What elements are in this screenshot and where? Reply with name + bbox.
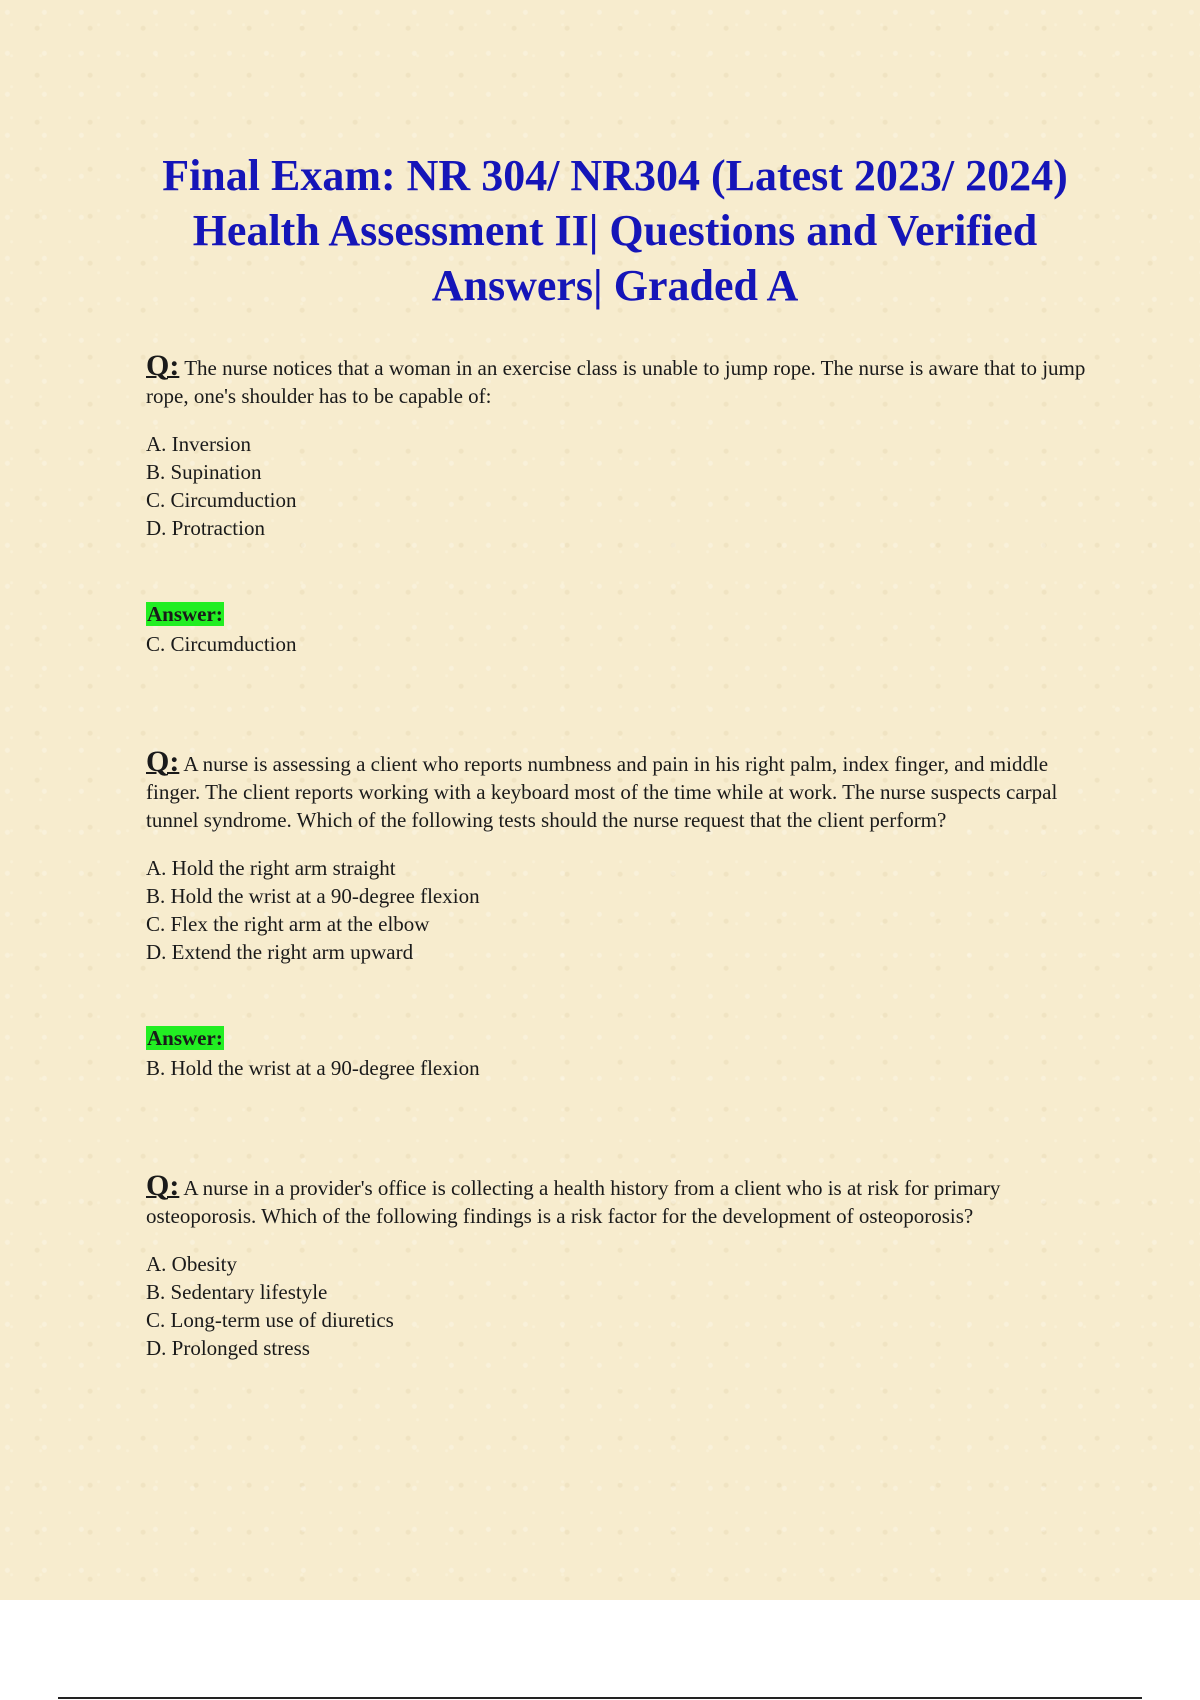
question-2-options <box>146 854 1086 966</box>
option-b: B. Sedentary lifestyle <box>146 1280 328 1304</box>
question-2 <box>146 745 1086 1082</box>
option-b: B. Supination <box>146 460 262 484</box>
answer-text: B. Hold the wrist at a 90-degree flexion <box>146 1056 480 1080</box>
question-label: Q: <box>146 745 180 778</box>
option-d: D. Protraction <box>146 516 265 540</box>
document-content <box>146 349 1086 1362</box>
footer-divider <box>58 1697 1142 1699</box>
question-3-text-block <box>146 1169 1086 1230</box>
option-c: C. Long-term use of diuretics <box>146 1308 394 1332</box>
question-3 <box>146 1169 1086 1362</box>
option-a: A. Hold the right arm straight <box>146 856 396 880</box>
question-label: Q: <box>146 1169 180 1202</box>
option-b: B. Hold the wrist at a 90-degree flexion <box>146 884 480 908</box>
question-3-options <box>146 1250 1086 1362</box>
question-1-options <box>146 430 1086 542</box>
question-1-text-block <box>146 349 1086 410</box>
question-2-text-block <box>146 745 1086 834</box>
option-c: C. Circumduction <box>146 488 297 512</box>
document-title: Final Exam: NR 304/ NR304 (Latest 2023/ 2024) Health Assessment II| Questions and Verified Answers| Graded A <box>162 151 1068 310</box>
option-d: D. Extend the right arm upward <box>146 940 414 964</box>
option-a: A. Obesity <box>146 1252 237 1276</box>
question-1-answer <box>146 600 1086 658</box>
question-1-text: The nurse notices that a woman in an exercise class is unable to jump rope. The nurse is aware that to jump rope, one's shoulder has to be capable of: <box>146 356 1086 408</box>
option-a: A. Inversion <box>146 432 251 456</box>
option-d: D. Prolonged stress <box>146 1336 310 1360</box>
question-3-text: A nurse in a provider's office is collecting a health history from a client who is at risk for primary osteoporosis. Which of the following findings is a risk factor for the development of osteoporosis? <box>146 1176 1001 1228</box>
answer-label: Answer: <box>147 1026 223 1050</box>
option-c: C. Flex the right arm at the elbow <box>146 912 430 936</box>
question-2-answer <box>146 1024 1086 1082</box>
question-label: Q: <box>146 349 180 382</box>
question-2-text: A nurse is assessing a client who reports numbness and pain in his right palm, index finger, and middle finger. The client reports working with a keyboard most of the time while at work. The nurse suspects carpal tunnel syndrome. Which of the following tests should the nurse request that the client perform? <box>146 752 1058 832</box>
answer-text: C. Circumduction <box>146 632 297 656</box>
question-1 <box>146 349 1086 658</box>
answer-label: Answer: <box>147 602 223 626</box>
